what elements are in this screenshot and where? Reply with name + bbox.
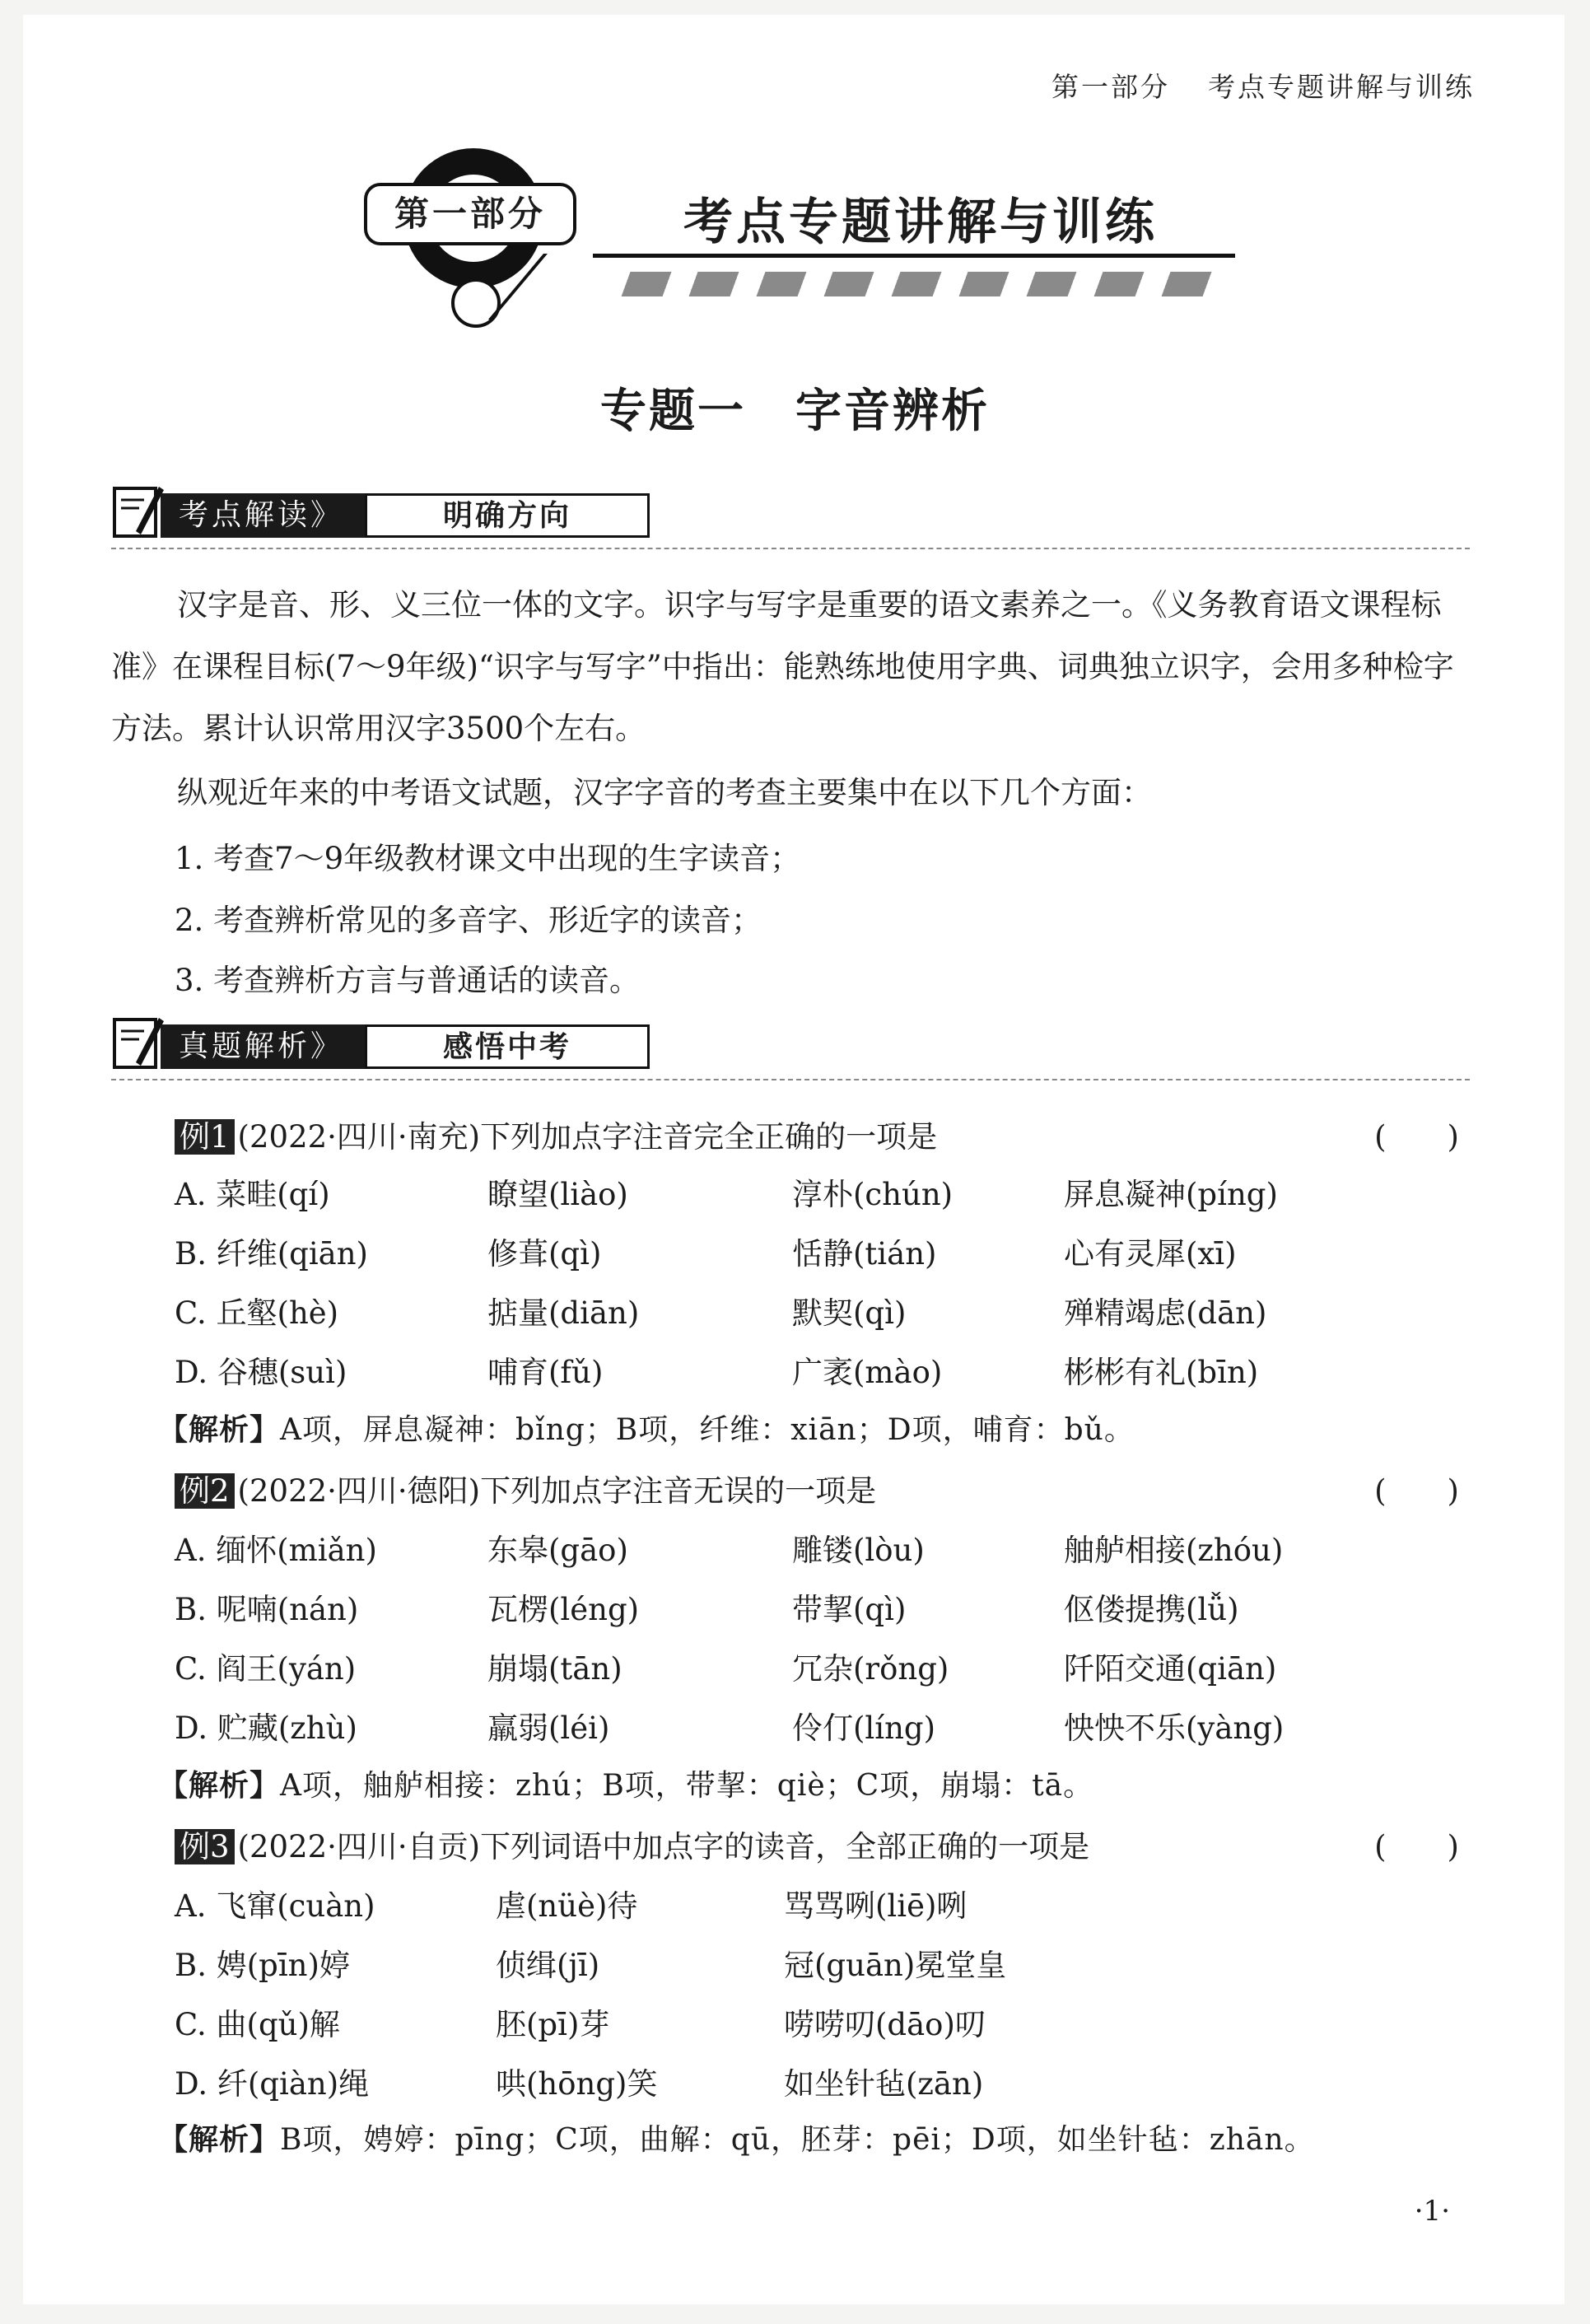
option-row [175,1940,1492,1990]
option: 崩塌(tān) [487,1651,622,1687]
option: B. 娉(pīn)婷 [175,1948,350,1983]
example-header [175,1822,1459,1866]
option: D. 贮藏(zhù) [175,1710,357,1746]
banner-stripes [622,272,1224,296]
example-source: (2022·四川·自贡) [237,1829,481,1864]
header-part: 第一部分 [1051,71,1170,103]
example-question: 下列加点字注音完全正确的一项是 [480,1119,938,1155]
option: 怏怏不乐(yàng) [1064,1710,1285,1746]
option: 伛偻提携(lǚ) [1064,1592,1239,1627]
option: 阡陌交通(qiān) [1064,1651,1277,1687]
option: 雕镂(lòu) [792,1533,925,1568]
option: 屏息凝神(píng) [1064,1177,1278,1212]
topic-name: 字音辨析 [795,384,990,438]
analysis-label: 【解析】 [158,1768,281,1803]
part-label: 第一部分 [364,183,576,245]
answer-blank: ( ) [1374,1473,1459,1509]
topic-title [0,375,1590,441]
option: 虐(nüè)待 [496,1888,638,1924]
analysis-label: 【解析】 [158,2122,281,2157]
analysis [158,1762,1093,1804]
badge-light-text: 感悟中考 [365,1024,650,1069]
analysis-text: B项，娉婷：pīng；C项，曲解：qū，胚芽：pēi；D项，如坐针毡：zhān。 [280,2123,1315,2157]
analysis-text: A项，舳舻相接：zhú；B项，带挈：qiè；C项，崩塌：tā。 [280,1769,1094,1803]
option-row [175,1584,1492,1634]
analysis [158,1407,1135,1449]
option: 彬彬有礼(bīn) [1064,1355,1259,1390]
option: 修葺(qì) [487,1236,602,1272]
option: 如坐针毡(zān) [784,2066,984,2102]
option: 瓦楞(léng) [487,1592,640,1627]
option: A. 缅怀(miǎn) [175,1533,377,1568]
badge-light-text: 明确方向 [365,493,650,538]
option: 淳朴(chún) [792,1177,954,1212]
list-item: 2. 考查辨析常见的多音字、形近字的读音； [175,903,762,938]
option-row [175,1229,1492,1278]
example-label: 例3 [175,1829,235,1864]
running-header [1051,66,1475,105]
page-number: ·1· [1414,2195,1450,2228]
option: 侦缉(jī) [496,1948,600,1983]
option: A. 飞窜(cuàn) [175,1888,375,1924]
option-row [175,1169,1492,1219]
pencil-note-icon [111,1013,166,1071]
option-row [175,1288,1492,1337]
example-question: 下列加点字注音无误的一项是 [480,1473,877,1509]
option-row [175,2059,1492,2108]
option: C. 曲(qǔ)解 [175,2007,340,2042]
list-item: 1. 考查7～9年级教材课文中出现的生字读音； [175,841,801,876]
list-item: 3. 考查辨析方言与普通话的读音。 [175,963,641,998]
example-question: 下列词语中加点字的读音，全部正确的一项是 [480,1829,1090,1864]
option: 广袤(mào) [792,1355,943,1390]
option: 带挈(qì) [792,1592,907,1627]
option-row [175,2000,1492,2049]
example-label: 例2 [175,1473,235,1509]
example-label: 例1 [175,1119,235,1155]
option: 舳舻相接(zhóu) [1064,1533,1284,1568]
example-header [175,1466,1459,1510]
option: 恬静(tián) [792,1236,937,1272]
option: 哄(hōng)笑 [496,2066,658,2102]
option: C. 丘壑(hè) [175,1295,339,1331]
intro-paragraph: 汉字是音、形、义三位一体的文字。识字与写字是重要的语文素养之一。《义务教育语文课程标准》在课程目标(7～9年级)“识字与写字”中指出：能熟练地使用字典、词典独立识字，会用多种检字方法。累计认识常用汉字3500个左右。 [111,587,1454,746]
badge-dark-text: 考点解读》 [161,493,478,538]
analysis-text: A项，屏息凝神：bǐng；B项，纤维：xiān；D项，哺育：bǔ。 [280,1413,1135,1447]
option: 冠(guān)冕堂皇 [784,1948,1007,1983]
answer-blank: ( ) [1374,1829,1459,1864]
option: 唠唠叨(dāo)叨 [784,2007,986,2042]
option: 伶仃(líng) [792,1710,936,1746]
option: 骂骂咧(liē)咧 [784,1888,968,1924]
topic-number: 专题一 [600,384,746,438]
option: 冗杂(rǒng) [792,1651,949,1687]
option: 心有灵犀(xī) [1064,1236,1237,1272]
option: 哺育(fǔ) [487,1355,604,1390]
option: D. 纤(qiàn)绳 [175,2066,370,2102]
option-row [175,1525,1492,1575]
option: 殚精竭虑(dān) [1064,1295,1267,1331]
option: 掂量(diān) [487,1295,640,1331]
option: D. 谷穗(suì) [175,1355,347,1390]
option: B. 呢喃(nán) [175,1592,359,1627]
pencil-note-icon [111,482,166,539]
option: A. 菜畦(qí) [175,1177,330,1212]
part-banner [346,140,1235,338]
option: C. 阎王(yán) [175,1651,357,1687]
option: B. 纤维(qiān) [175,1236,368,1272]
badge-dark-text: 真题解析》 [161,1024,478,1069]
analysis-label: 【解析】 [158,1412,281,1447]
example-source: (2022·四川·德阳) [237,1473,481,1509]
header-subtitle: 考点专题讲解与训练 [1208,71,1475,103]
option: 东皋(gāo) [487,1533,628,1568]
option: 瞭望(liào) [487,1177,628,1212]
option: 默契(qì) [792,1295,907,1331]
analysis [158,2116,1315,2158]
intro-paragraph-2: 纵观近年来的中考语文试题，汉字字音的考查主要集中在以下几个方面： [177,775,1152,810]
option-row [175,1703,1492,1752]
example-header [175,1112,1459,1156]
answer-blank: ( ) [1374,1119,1459,1155]
example-source: (2022·四川·南充) [237,1119,481,1155]
option: 羸弱(léi) [487,1710,610,1746]
part-title: 考点专题讲解与训练 [683,194,1158,251]
option-row [175,1644,1492,1693]
banner-small-circle [451,278,501,328]
option-row [175,1347,1492,1397]
option: 胚(pī)芽 [496,2007,610,2042]
option-row [175,1881,1492,1930]
